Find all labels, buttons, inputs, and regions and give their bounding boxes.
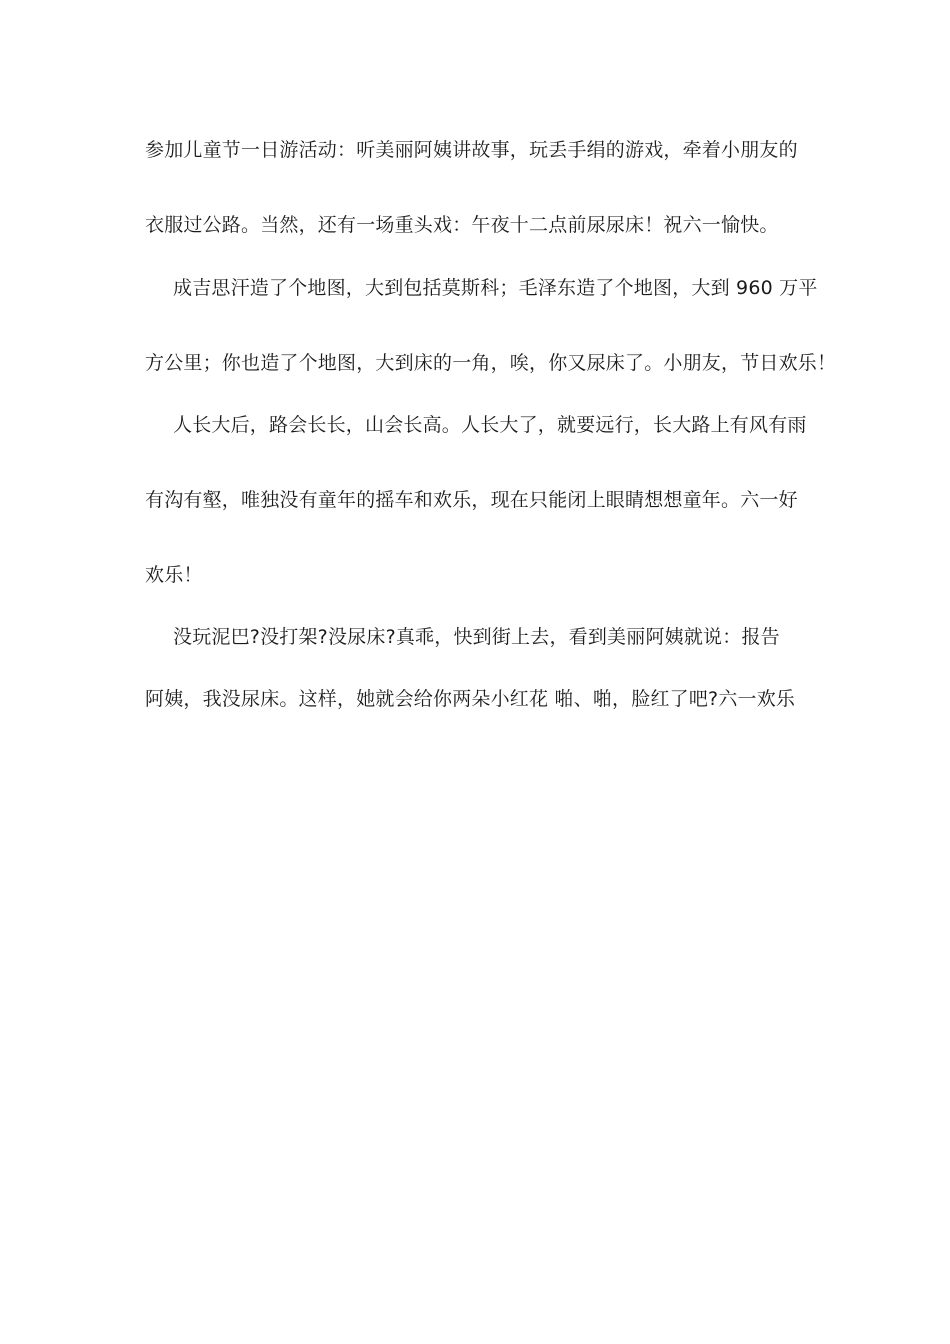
paragraph-2-line-2: 方公里；你也造了个地图，大到床的一角，唉，你又尿床了。小朋友，节日欢乐！ (145, 352, 837, 374)
paragraph-4-line-1: 没玩泥巴?没打架?没尿床?真乖，快到街上去，看到美丽阿姨就说：报告 (173, 626, 780, 648)
paragraph-3-line-2: 有沟有壑，唯独没有童年的摇车和欢乐，现在只能闭上眼睛想想童年。六一好 (145, 489, 798, 511)
paragraph-1-line-1: 参加儿童节一日游活动：听美丽阿姨讲故事，玩丢手绢的游戏，牵着小朋友的 (145, 139, 798, 161)
paragraph-4-line-2: 阿姨，我没尿床。这样，她就会给你两朵小红花 啪、啪，脸红了吧?六一欢乐 (145, 688, 796, 710)
paragraph-3-line-3: 欢乐！ (145, 564, 203, 586)
paragraph-1-line-2: 衣服过公路。当然，还有一场重头戏：午夜十二点前尿尿床！祝六一愉快。 (145, 214, 779, 236)
paragraph-2-line-1: 成吉思汗造了个地图，大到包括莫斯科；毛泽东造了个地图，大到 960 万平 (173, 277, 818, 299)
paragraph-3-line-1: 人长大后，路会长长，山会长高。人长大了，就要远行，长大路上有风有雨 (173, 414, 807, 436)
